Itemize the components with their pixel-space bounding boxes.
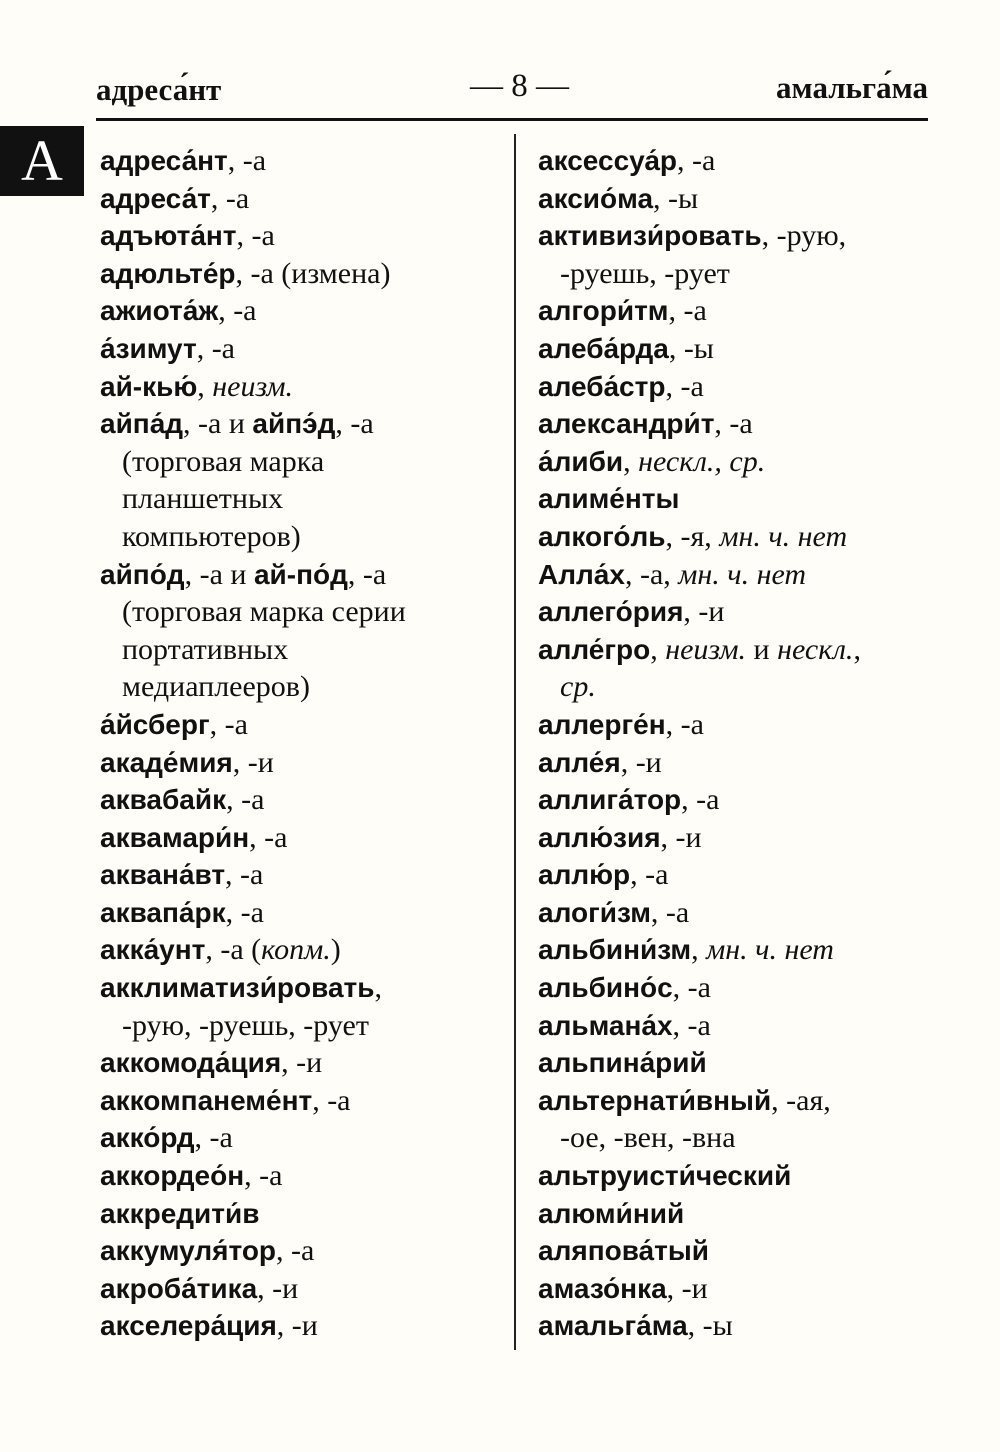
entry-text: , -а: [665, 707, 704, 741]
dictionary-entry: [538, 1007, 938, 1045]
entry-headword: алеба́рда: [538, 332, 669, 364]
entry-label: неизм.: [665, 632, 747, 666]
entry-headword: аквабайк: [100, 784, 227, 816]
dictionary-entry: [538, 1307, 938, 1345]
entry-text: , -ы: [668, 331, 714, 365]
dictionary-entry: [538, 180, 938, 218]
entry-headword: аккредити́в: [100, 1197, 260, 1229]
entry-text: , -и: [281, 1046, 323, 1080]
entry-text: , -а: [194, 1121, 233, 1155]
entry-headword: алле́я: [538, 746, 621, 778]
dictionary-entry: [100, 969, 500, 1007]
dictionary-entry: [538, 1082, 938, 1120]
entry-headword: алюми́ний: [538, 1197, 685, 1229]
entry-headword: аккумуля́тор: [100, 1235, 277, 1267]
header-first-word: адреса́нт: [96, 72, 222, 107]
entry-text: , -а: [630, 858, 669, 892]
entry-text: , -а: [335, 407, 374, 441]
entry-headword: алеба́стр: [538, 370, 666, 402]
entry-continuation: [100, 480, 500, 518]
entry-headword: акклиматизи́ровать: [100, 972, 375, 1004]
entry-text: , -а: [347, 557, 387, 591]
entry-headword: альбино́с: [538, 972, 673, 1004]
entry-headword: аккомода́ция: [100, 1047, 282, 1079]
entry-text: , -а: [276, 1234, 315, 1268]
entry-text: -рую, -руешь, -рует: [122, 1008, 369, 1042]
dictionary-entry: [100, 255, 500, 293]
entry-text: , -и: [232, 745, 274, 779]
entry-headword: альбини́зм: [538, 934, 692, 966]
dictionary-entry: [100, 1082, 500, 1120]
entry-text: , -а: [665, 369, 704, 403]
entry-headword: адреса́нт: [100, 145, 228, 176]
entry-headword: альтруисти́ческий: [538, 1160, 792, 1192]
entry-label: мн. ч. нет: [706, 933, 834, 967]
entry-headword: а́либи: [538, 445, 624, 477]
entry-headword: алиме́нты: [538, 483, 680, 515]
dictionary-entry: [538, 1232, 938, 1270]
entry-headword: айпэ́д: [252, 408, 336, 440]
entry-text: (торговая марка серии: [122, 595, 406, 629]
entry-label: нескл.: [777, 632, 854, 666]
entry-headword: акко́рд: [100, 1122, 195, 1154]
entry-headword: ай-по́д: [253, 558, 348, 590]
entry-label: неизм.: [212, 369, 294, 403]
entry-label: мн. ч. нет: [719, 519, 848, 553]
entry-headword: александри́т: [538, 408, 715, 440]
page-number: — 8 —: [470, 68, 569, 104]
dictionary-entry: [538, 480, 938, 518]
entry-headword: акселера́ция: [100, 1310, 277, 1342]
entry-text: ): [330, 933, 341, 967]
dictionary-entry: [538, 969, 938, 1007]
dictionary-entry: [538, 1157, 938, 1195]
entry-headword: алгори́тм: [538, 295, 669, 327]
entry-headword: активизи́ровать: [538, 220, 762, 252]
entry-text: компьютеров): [122, 519, 301, 553]
dictionary-entry: [100, 781, 500, 819]
entry-text: , -а: [196, 331, 235, 365]
dictionary-entry: [100, 556, 500, 594]
dictionary-entry: [538, 292, 938, 330]
entry-text: , -а: [312, 1083, 351, 1117]
entry-text: ,: [650, 632, 666, 666]
entry-text: -ое, -вен, -вна: [560, 1121, 736, 1155]
entry-headword: адреса́т: [100, 182, 211, 214]
entry-headword: алле́гро: [538, 633, 651, 665]
entry-headword: аллю́зия: [538, 821, 661, 853]
entry-headword: аллерге́н: [538, 708, 666, 740]
dictionary-entry: [538, 1044, 938, 1082]
dictionary-entry: [100, 180, 500, 218]
entry-text: , -а: [225, 858, 264, 892]
entry-text: и: [746, 632, 778, 666]
entry-text: , -а: [672, 1008, 711, 1042]
dictionary-entry: [538, 556, 938, 594]
entry-headword: аляпова́тый: [538, 1235, 709, 1267]
entry-headword: альтернати́вный: [538, 1084, 772, 1116]
entry-headword: адъюта́нт: [100, 220, 237, 252]
entry-text: , -а: [681, 783, 720, 817]
entry-text: , -а: [225, 895, 264, 929]
entry-headword: акроба́тика: [100, 1272, 258, 1304]
entry-continuation: [538, 255, 938, 293]
entry-headword: аквапа́рк: [100, 896, 226, 928]
entry-text: , -а: [650, 895, 690, 929]
entry-text: , -а: [236, 219, 275, 253]
entry-text: , -а: [677, 144, 716, 177]
entry-headword: а́йсберг: [100, 708, 210, 740]
entry-headword: ай-кью́: [100, 370, 198, 402]
entry-headword: алоги́зм: [538, 896, 651, 928]
dictionary-entry: [100, 894, 500, 932]
entry-headword: акка́унт: [100, 934, 206, 966]
entry-headword: аксио́ма: [538, 182, 654, 214]
entry-headword: аксессуа́р: [538, 145, 678, 176]
dictionary-entry: [100, 1307, 500, 1345]
dictionary-entry: [100, 1195, 500, 1233]
dictionary-entry: [538, 330, 938, 368]
dictionary-entry: [100, 405, 500, 443]
entry-text: , -и: [683, 595, 725, 629]
dictionary-entry: [100, 1232, 500, 1270]
entry-text: , -и: [620, 745, 662, 779]
dictionary-entry: [538, 931, 938, 969]
dictionary-entry: [538, 1195, 938, 1233]
entry-headword: амальга́ма: [538, 1310, 688, 1342]
dictionary-entry: [100, 1119, 500, 1157]
entry-label: копм.: [261, 933, 331, 967]
dictionary-entry: [538, 856, 938, 894]
entry-label: ср.: [560, 670, 596, 704]
dictionary-entry: [100, 744, 500, 782]
entry-headword: аккордео́н: [100, 1160, 245, 1192]
entry-text: (торговая марка: [122, 444, 325, 478]
entry-text: , -а,: [624, 557, 679, 591]
dictionary-entry: [538, 744, 938, 782]
entry-text: ,: [197, 369, 213, 403]
entry-headword: аллига́тор: [538, 784, 682, 816]
dictionary-entry: [538, 631, 938, 669]
entry-headword: аллего́рия: [538, 596, 684, 628]
column-divider: [514, 134, 516, 1350]
right-column: [538, 142, 938, 1345]
entry-text: ,: [623, 444, 639, 478]
entry-text: ,: [691, 933, 707, 967]
entry-continuation: [538, 668, 938, 706]
dictionary-entry: [100, 1157, 500, 1195]
entry-text: , -а: [210, 181, 250, 215]
dictionary-entry: [100, 368, 500, 406]
entry-text: , -и: [666, 1271, 708, 1305]
dictionary-entry: [538, 443, 938, 481]
dictionary-entry: [538, 405, 938, 443]
dictionary-entry: [538, 142, 938, 180]
entry-continuation: [538, 1119, 938, 1157]
entry-text: , -ы: [653, 181, 699, 215]
entry-text: , -а: [668, 294, 707, 328]
entry-headword: ажиота́ж: [100, 295, 219, 327]
entry-text: , -а и: [184, 557, 254, 591]
running-header: [96, 62, 928, 122]
entry-text: , -а: [672, 971, 711, 1005]
entry-headword: аквамари́н: [100, 821, 250, 853]
entry-headword: альмана́х: [538, 1009, 673, 1041]
dictionary-entry: [538, 894, 938, 932]
entry-headword: айпа́д: [100, 408, 184, 440]
entry-headword: Алла́х: [538, 558, 625, 590]
entry-text: , -а: [714, 407, 753, 441]
entry-text: ,: [853, 632, 861, 666]
dictionary-entry: [538, 518, 938, 556]
entry-text: , -и: [257, 1271, 299, 1305]
entry-text: , -а: [218, 294, 257, 328]
header-last-word: амальга́ма: [776, 70, 928, 105]
entry-text: , -рую,: [761, 219, 847, 253]
entry-text: , -а: [249, 820, 288, 854]
entry-headword: алкого́ль: [538, 520, 666, 552]
entry-continuation: [100, 1007, 500, 1045]
entry-text: медиаплееров): [122, 670, 310, 704]
entry-headword: аквана́вт: [100, 859, 226, 891]
entry-text: , -а и: [183, 407, 253, 441]
header-rule: [96, 118, 928, 121]
dictionary-entry: [538, 217, 938, 255]
dictionary-entry: [538, 819, 938, 857]
entry-text: , -а: [227, 144, 267, 177]
dictionary-entry: [538, 706, 938, 744]
entry-headword: айпо́д: [100, 558, 185, 590]
entry-text: , -я,: [665, 519, 720, 553]
dictionary-entry: [100, 1044, 500, 1082]
section-letter-tab: А: [0, 126, 84, 196]
entry-text: -руешь, -рует: [560, 256, 730, 290]
left-column: [100, 142, 500, 1345]
entry-text: , -а (измена): [235, 256, 391, 290]
entry-text: , -ая,: [771, 1083, 831, 1117]
entry-continuation: [100, 593, 500, 631]
dictionary-entry: [100, 819, 500, 857]
entry-text: , -а (: [205, 933, 262, 967]
entry-headword: альпина́рий: [538, 1047, 707, 1079]
entry-text: планшетных: [122, 482, 284, 516]
entry-label: нескл., ср.: [638, 444, 766, 478]
entry-label: мн. ч. нет: [678, 557, 807, 591]
dictionary-entry: [100, 330, 500, 368]
entry-text: , -а: [244, 1159, 283, 1193]
entry-headword: аллю́р: [538, 859, 631, 891]
dictionary-entry: [100, 1270, 500, 1308]
entry-text: , -и: [660, 820, 702, 854]
entry-headword: аккомпанеме́нт: [100, 1084, 313, 1116]
entry-text: , -а: [209, 707, 248, 741]
entry-headword: амазо́нка: [538, 1272, 667, 1304]
dictionary-entry: [100, 856, 500, 894]
entry-text: , -и: [276, 1309, 318, 1343]
dictionary-entry: [538, 781, 938, 819]
dictionary-entry: [538, 593, 938, 631]
entry-text: , -ы: [687, 1309, 733, 1343]
entry-continuation: [100, 668, 500, 706]
entry-text: ,: [374, 971, 382, 1005]
dictionary-entry: [100, 931, 500, 969]
entry-headword: адюльте́р: [100, 257, 236, 289]
entry-text: портативных: [122, 632, 289, 666]
dictionary-entry: [538, 368, 938, 406]
dictionary-entry: [100, 292, 500, 330]
dictionary-entry: [100, 142, 500, 180]
entry-continuation: [100, 443, 500, 481]
dictionary-entry: [100, 217, 500, 255]
entry-headword: а́зимут: [100, 332, 197, 364]
entry-continuation: [100, 518, 500, 556]
dictionary-entry: [538, 1270, 938, 1308]
entry-text: , -а: [226, 783, 265, 817]
entry-continuation: [100, 631, 500, 669]
entry-headword: акаде́мия: [100, 746, 233, 778]
dictionary-entry: [100, 706, 500, 744]
